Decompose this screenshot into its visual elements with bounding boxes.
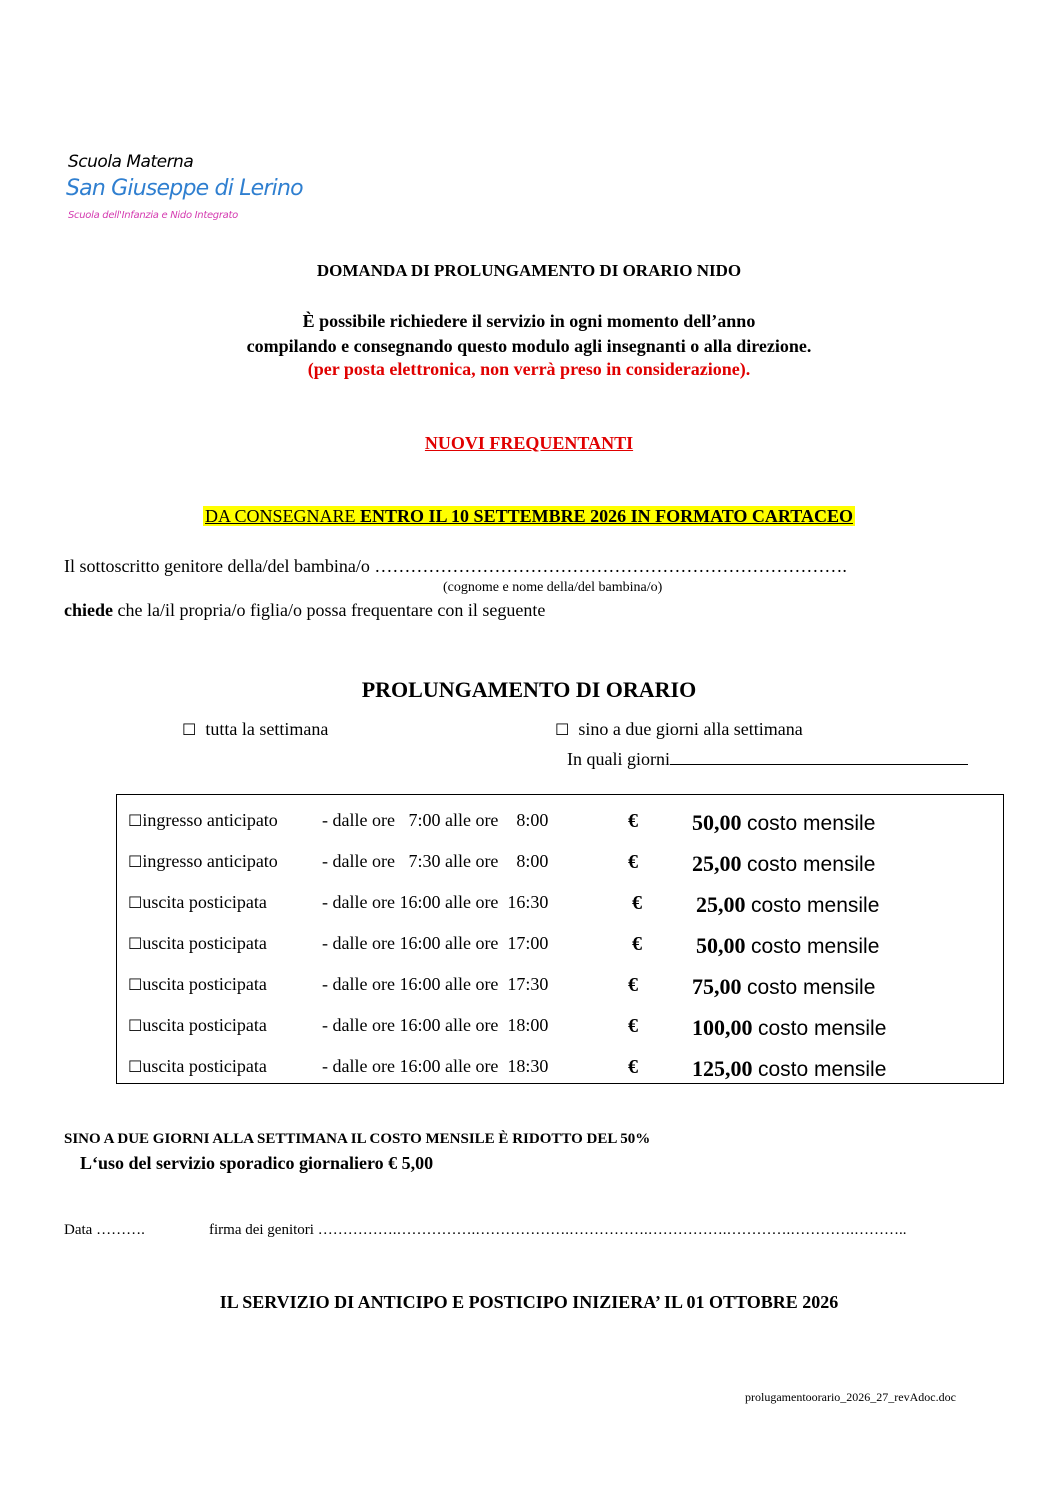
checkbox-icon[interactable]: ☐	[555, 720, 570, 739]
date-field[interactable]: Data ……….	[64, 1222, 145, 1238]
euro-icon: €	[628, 851, 638, 873]
row-cost-label: costo mensile	[751, 894, 880, 917]
days-input-line[interactable]	[670, 746, 968, 765]
row-option[interactable]	[128, 810, 278, 831]
row-label: uscita posticipata	[142, 1056, 267, 1076]
row-price-value: 50,00	[692, 810, 742, 835]
row-option[interactable]	[128, 892, 267, 913]
checkbox-icon[interactable]: ☐	[128, 975, 143, 994]
section-title: PROLUNGAMENTO DI ORARIO	[361, 677, 697, 702]
checkbox-icon[interactable]: ☐	[128, 1057, 143, 1076]
nuovi-frequentanti-heading: NUOVI FREQUENTANTI	[424, 433, 634, 453]
row-price	[696, 892, 879, 918]
row-price-value: 50,00	[696, 933, 746, 958]
row-cost-label: costo mensile	[758, 1058, 887, 1081]
row-time: - dalle ore 16:00 alle ore 18:30	[322, 1056, 549, 1076]
row-price-value: 25,00	[692, 851, 742, 876]
deadline-part-1: DA CONSEGNARE	[205, 506, 361, 526]
row-time: - dalle ore 7:30 alle ore 8:00	[322, 851, 549, 871]
footer-filename: prolugamentoorario_2026_27_revAdoc.doc	[745, 1390, 956, 1404]
row-cost-label: costo mensile	[747, 976, 876, 999]
checkbox-icon[interactable]: ☐	[128, 852, 143, 871]
row-label: ingresso anticipato	[142, 851, 278, 871]
row-price	[692, 974, 875, 1000]
row-price-value: 25,00	[696, 892, 746, 917]
form-line-1-label: Il sottoscritto genitore della/del bambina/o	[64, 556, 370, 576]
form-line-2-bold: chiede	[64, 600, 113, 620]
intro-line-3: (per posta elettronica, non verrà preso in considerazione).	[307, 359, 751, 379]
document-title: DOMANDA DI PROLUNGAMENTO DI ORARIO NIDO	[316, 261, 742, 280]
row-price-value: 125,00	[692, 1056, 753, 1081]
deadline-highlight	[203, 506, 855, 526]
euro-icon: €	[628, 1056, 638, 1078]
deadline-banner	[0, 506, 1058, 527]
row-price	[692, 1015, 886, 1041]
row-cost-label: costo mensile	[747, 812, 876, 835]
intro-line-1: È possibile richiedere il servizio in ogni momento dell’anno	[302, 311, 756, 331]
reduction-note: SINO A DUE GIORNI ALLA SETTIMANA IL COSTO MENSILE È RIDOTTO DEL 50%	[64, 1131, 651, 1147]
row-time: - dalle ore 16:00 alle ore 16:30	[322, 892, 549, 912]
row-label: uscita posticipata	[142, 933, 267, 953]
row-price	[692, 1056, 886, 1082]
row-cost-label: costo mensile	[747, 853, 876, 876]
row-time: - dalle ore 16:00 alle ore 18:00	[322, 1015, 549, 1035]
row-price	[696, 933, 879, 959]
option-whole-week[interactable]	[182, 719, 328, 740]
logo-line-1: Scuola Materna	[68, 152, 194, 172]
child-name-field[interactable]: …………………………………………………………………….	[374, 556, 847, 576]
logo-line-3: Scuola dell'Infanzia e Nido Integrato	[68, 210, 238, 221]
option-whole-week-label: tutta la settimana	[205, 719, 329, 739]
checkbox-icon[interactable]: ☐	[182, 720, 197, 739]
euro-icon: €	[628, 1015, 638, 1037]
row-label: uscita posticipata	[142, 892, 267, 912]
row-label: uscita posticipata	[142, 974, 267, 994]
logo-line-2: San Giuseppe di Lerino	[66, 176, 303, 201]
signature-field[interactable]: firma dei genitori …………….…………….……………….…………….…………….………….………….………..	[209, 1222, 907, 1238]
checkbox-icon[interactable]: ☐	[128, 893, 143, 912]
form-line-2	[64, 600, 545, 621]
form-line-2-rest: che la/il propria/o figlia/o possa frequentare con il seguente	[113, 600, 546, 620]
row-option[interactable]	[128, 1056, 267, 1077]
row-price-value: 100,00	[692, 1015, 753, 1040]
row-option[interactable]	[128, 933, 267, 954]
start-notice: IL SERVIZIO DI ANTICIPO E POSTICIPO INIZIERA’ IL 01 OTTOBRE 2026	[219, 1292, 839, 1312]
option-two-days-label: sino a due giorni alla settimana	[578, 719, 803, 739]
days-field	[567, 746, 968, 770]
days-label: In quali giorni	[567, 749, 670, 769]
euro-icon: €	[628, 974, 638, 996]
row-cost-label: costo mensile	[758, 1017, 887, 1040]
checkbox-icon[interactable]: ☐	[128, 1016, 143, 1035]
sporadic-note: L‘uso del servizio sporadico giornaliero € 5,00	[80, 1153, 434, 1173]
euro-icon: €	[632, 892, 642, 914]
row-option[interactable]	[128, 1015, 267, 1036]
row-time: - dalle ore 16:00 alle ore 17:00	[322, 933, 549, 953]
checkbox-icon[interactable]: ☐	[128, 934, 143, 953]
child-name-hint: (cognome e nome della/del bambina/o)	[443, 580, 663, 595]
row-option[interactable]	[128, 974, 267, 995]
row-time: - dalle ore 16:00 alle ore 17:30	[322, 974, 549, 994]
row-time: - dalle ore 7:00 alle ore 8:00	[322, 810, 549, 830]
euro-icon: €	[628, 810, 638, 832]
row-price	[692, 810, 875, 836]
option-two-days[interactable]	[555, 719, 803, 740]
checkbox-icon[interactable]: ☐	[128, 811, 143, 830]
row-label: uscita posticipata	[142, 1015, 267, 1035]
row-price	[692, 851, 875, 877]
row-option[interactable]	[128, 851, 278, 872]
row-cost-label: costo mensile	[751, 935, 880, 958]
intro-line-2: compilando e consegnando questo modulo agli insegnanti o alla direzione.	[246, 336, 812, 356]
row-price-value: 75,00	[692, 974, 742, 999]
row-label: ingresso anticipato	[142, 810, 278, 830]
deadline-part-2: ENTRO IL 10 SETTEMBRE 2026 IN FORMATO CARTACEO	[360, 506, 853, 526]
euro-icon: €	[632, 933, 642, 955]
form-line-1	[64, 556, 847, 577]
